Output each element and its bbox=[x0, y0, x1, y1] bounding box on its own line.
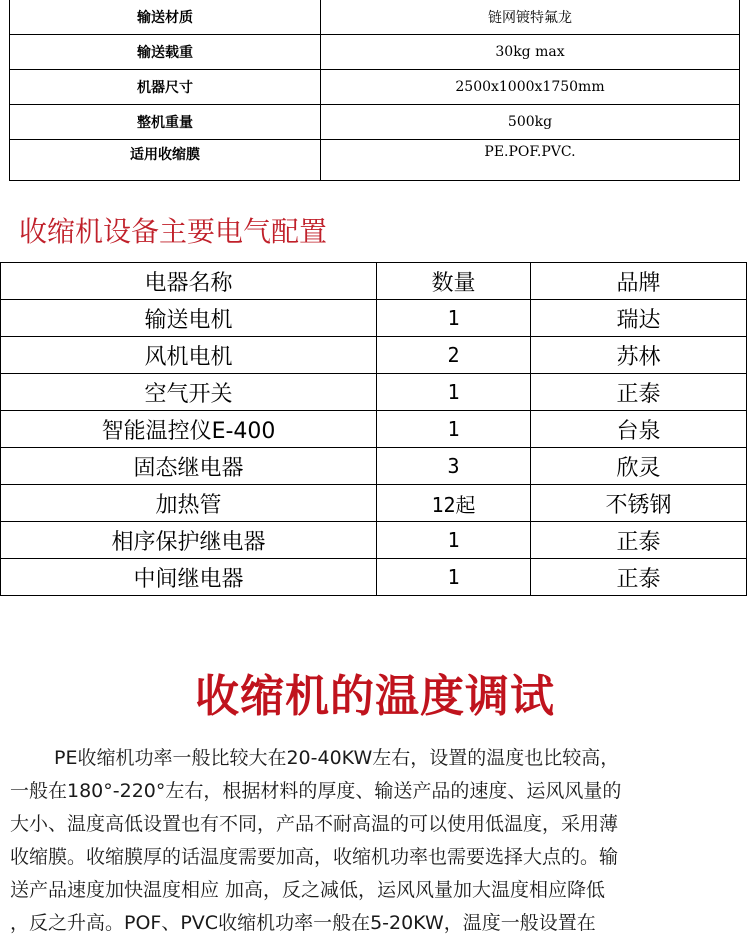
component-qty: 2 bbox=[377, 337, 531, 374]
paragraph-line: 大小、温度高低设置也有不同，产品不耐高温的可以使用低温度，采用薄 bbox=[10, 813, 619, 835]
component-brand: 正泰 bbox=[531, 559, 747, 596]
component-qty: 3 bbox=[377, 448, 531, 485]
paragraph-line: ，反之升高。POF、PVC收缩机功率一般在5-20KW，温度一般设置在 bbox=[10, 912, 596, 934]
component-name: 风机电机 bbox=[1, 337, 377, 374]
paragraph-line: 一般在180°-220°左右，根据材料的厚度、输送产品的速度、运风风量的 bbox=[10, 780, 622, 802]
spec-label: 机器尺寸 bbox=[10, 70, 321, 105]
spec-label: 适用收缩膜 bbox=[10, 140, 321, 181]
table-row bbox=[1, 300, 747, 337]
spec-value: 500kg bbox=[321, 105, 740, 140]
paragraph-line: PE收缩机功率一般比较大在20-40KW左右，设置的温度也比较高， bbox=[54, 747, 620, 769]
column-header-brand: 品牌 bbox=[531, 263, 747, 300]
spec-label: 输送载重 bbox=[10, 35, 321, 70]
component-name: 固态继电器 bbox=[1, 448, 377, 485]
component-brand: 不锈钢 bbox=[531, 485, 747, 522]
component-name: 智能温控仪E-400 bbox=[1, 411, 377, 448]
table-row bbox=[1, 448, 747, 485]
electrical-section-title: 收缩机设备主要电气配置 bbox=[19, 215, 328, 248]
component-brand: 瑞达 bbox=[531, 300, 747, 337]
component-brand: 台泉 bbox=[531, 411, 747, 448]
column-header-name: 电器名称 bbox=[1, 263, 377, 300]
table-row bbox=[10, 0, 740, 35]
component-name: 输送电机 bbox=[1, 300, 377, 337]
table-row bbox=[1, 485, 747, 522]
spec-value: 2500x1000x1750mm bbox=[321, 70, 740, 105]
table-row bbox=[1, 522, 747, 559]
spec-value: 30kg max bbox=[321, 35, 740, 70]
table-row bbox=[1, 374, 747, 411]
component-qty: 1 bbox=[377, 411, 531, 448]
component-qty: 12起 bbox=[377, 485, 531, 522]
table-row bbox=[10, 105, 740, 140]
component-brand: 正泰 bbox=[531, 374, 747, 411]
spec-label: 整机重量 bbox=[10, 105, 321, 140]
table-row bbox=[10, 35, 740, 70]
table-header-row bbox=[1, 263, 747, 300]
component-name: 空气开关 bbox=[1, 374, 377, 411]
component-brand: 欣灵 bbox=[531, 448, 747, 485]
spec-value: 链网镀特氟龙 bbox=[321, 0, 740, 35]
paragraph-line: 收缩膜。收缩膜厚的话温度需要加高，收缩机功率也需要选择大点的。输 bbox=[10, 846, 619, 868]
component-name: 加热管 bbox=[1, 485, 377, 522]
table-row bbox=[1, 337, 747, 374]
paragraph-line: 送产品速度加快温度相应 加高，反之减低，运风风量加大温度相应降低 bbox=[10, 879, 606, 901]
component-qty: 1 bbox=[377, 522, 531, 559]
temperature-paragraph bbox=[10, 742, 740, 940]
component-qty: 1 bbox=[377, 374, 531, 411]
table-row bbox=[10, 140, 740, 181]
column-header-qty: 数量 bbox=[377, 263, 531, 300]
spec-label: 输送材质 bbox=[10, 0, 321, 35]
spec-value: PE.POF.PVC. bbox=[321, 140, 740, 181]
component-qty: 1 bbox=[377, 559, 531, 596]
electrical-config-table bbox=[0, 262, 747, 596]
component-brand: 苏林 bbox=[531, 337, 747, 374]
component-name: 相序保护继电器 bbox=[1, 522, 377, 559]
table-row bbox=[1, 411, 747, 448]
temperature-section-title: 收缩机的温度调试 bbox=[195, 671, 555, 722]
component-qty: 1 bbox=[377, 300, 531, 337]
table-row bbox=[1, 559, 747, 596]
component-brand: 正泰 bbox=[531, 522, 747, 559]
component-name: 中间继电器 bbox=[1, 559, 377, 596]
spec-table bbox=[9, 0, 740, 181]
table-row bbox=[10, 70, 740, 105]
